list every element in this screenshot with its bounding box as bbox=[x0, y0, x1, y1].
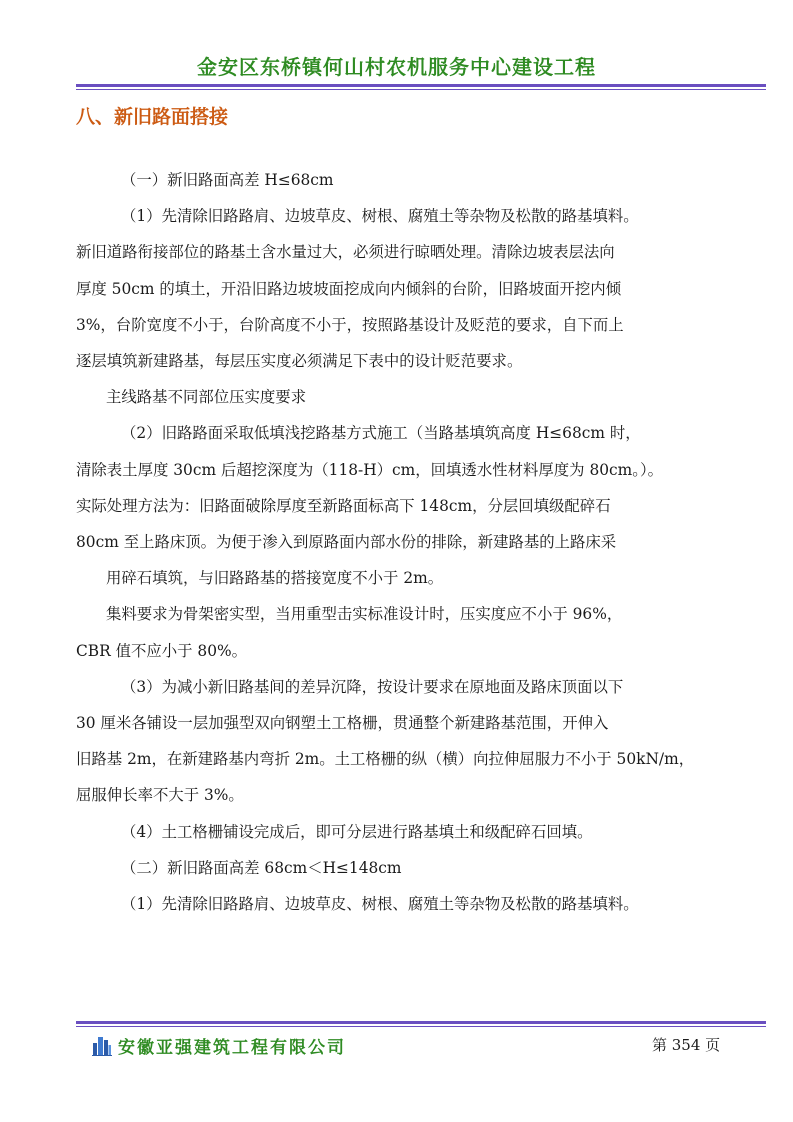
paragraph-line: 3%，台阶宽度不小于，台阶高度不小于，按照路基设计及贬范的要求，自下而上 bbox=[76, 315, 624, 334]
header-rule-thick bbox=[76, 84, 766, 87]
paragraph-line: （3）为减小新旧路基间的差异沉降，按设计要求在原地面及路床顶面以下 bbox=[121, 677, 624, 696]
body-text bbox=[76, 162, 726, 922]
paragraph-line: 新旧道路衔接部位的路基土含水量过大，必须进行晾晒处理。清除边坡表层法向 bbox=[76, 243, 615, 262]
paragraph-line: 实际处理方法为：旧路面破除厚度至新路面标高下 148cm，分层回填级配碎石 bbox=[76, 496, 611, 515]
header-rule-thin bbox=[76, 89, 766, 90]
paragraph-line: 30 厘米各铺设一层加强型双向钢塑土工格栅，贯通整个新建路基范围，开伸入 bbox=[76, 714, 609, 733]
paragraph-line: 屈服伸长率不大于 3%。 bbox=[76, 786, 244, 805]
paragraph-line: 旧路基 2m，在新建路基内弯折 2m。土工格栅的纵（横）向拉伸屈服力不小于 50kN/m， bbox=[76, 750, 695, 769]
paragraph-line: （2）旧路路面采取低填浅挖路基方式施工（当路基填筑高度 H≤68cm 时， bbox=[121, 424, 641, 443]
paragraph-line: （1）先清除旧路路肩、边坡草皮、树根、腐殖土等杂物及松散的路基填料。 bbox=[121, 895, 639, 914]
paragraph-line: 用碎石填筑，与旧路路基的搭接宽度不小于 2m。 bbox=[106, 569, 444, 588]
footer-rule-thin bbox=[76, 1026, 766, 1027]
table-caption: 主线路基不同部位压实度要求 bbox=[106, 388, 307, 407]
footer-rule-thick bbox=[76, 1021, 766, 1024]
subsection-title: （一）新旧路面高差 H≤68cm bbox=[121, 171, 334, 189]
paragraph-line: 80cm 至上路床顶。为便于渗入到原路面内部水份的排除，新建路基的上路床采 bbox=[76, 533, 617, 552]
section-heading: 八、新旧路面搭接 bbox=[76, 106, 229, 128]
paragraph-line: 集料要求为骨架密实型，当用重型击实标准设计时，压实度应不小于 96%， bbox=[106, 605, 623, 624]
paragraph-line: 逐层填筑新建路基，每层压实度必须满足下表中的设计贬范要求。 bbox=[76, 352, 523, 371]
paragraph-line: CBR 值不应小于 80%。 bbox=[76, 641, 248, 660]
paragraph-line: （1）先清除旧路路肩、边坡草皮、树根、腐殖土等杂物及松散的路基填料。 bbox=[121, 207, 639, 226]
paragraph-line: 清除表土厚度 30cm 后超挖深度为（118-H）cm，回填透水性材料厚度为 80cm。）。 bbox=[76, 460, 664, 479]
paragraph-line: （4）土工格栅铺设完成后，即可分层进行路基填土和级配碎石回填。 bbox=[121, 822, 593, 841]
subsection-title: （二）新旧路面高差 68cm＜H≤148cm bbox=[121, 858, 402, 877]
document-header-title: 金安区东桥镇何山村农机服务中心建设工程 bbox=[197, 55, 596, 79]
company-name: 安徽亚强建筑工程有限公司 bbox=[118, 1037, 346, 1058]
building-logo-icon bbox=[92, 1034, 112, 1056]
page-number: 第 354 页 bbox=[652, 1036, 721, 1054]
paragraph-line: 厚度 50cm 的填土，开沿旧路边坡坡面挖成向内倾斜的台阶，旧路坡面开挖内倾 bbox=[76, 279, 622, 298]
footer-company bbox=[92, 1031, 346, 1059]
